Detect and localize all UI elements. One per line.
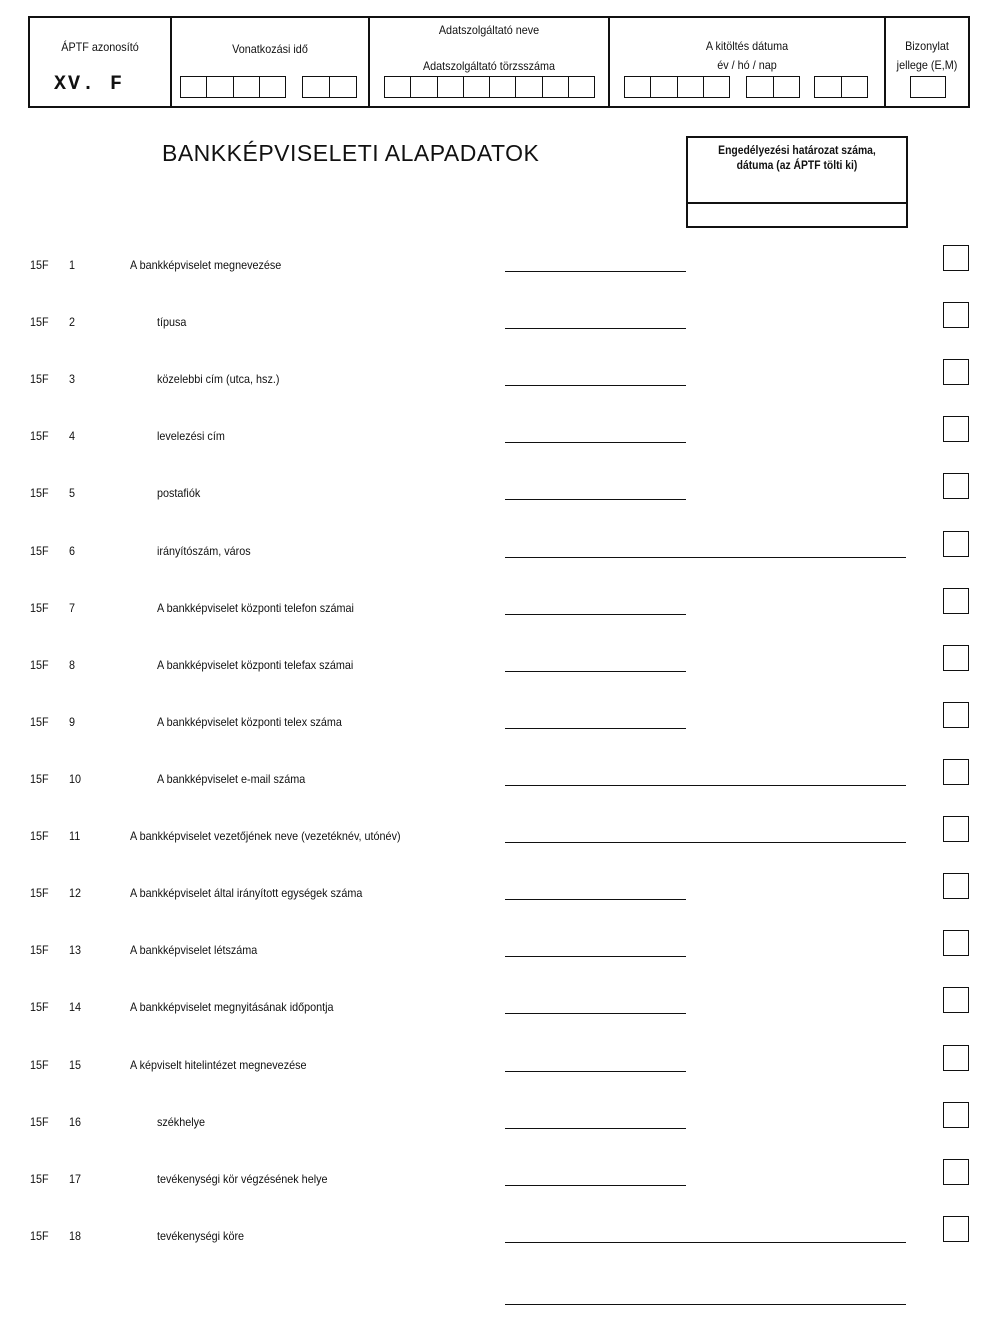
form-row	[0, 486, 996, 526]
row-code: 15F	[30, 258, 49, 272]
row-label: A bankképviselet vezetőjének neve (vezetéknév, utónév)	[130, 829, 401, 843]
form-row	[0, 429, 996, 469]
form-row	[0, 258, 996, 298]
row-label: levelezési cím	[157, 429, 225, 443]
row-code: 15F	[30, 829, 49, 843]
row-fill-line[interactable]	[505, 671, 686, 672]
row-code: 15F	[30, 372, 49, 386]
row-label: A bankképviselet központi telefax számai	[157, 658, 354, 672]
date-label: A kitöltés dátuma	[705, 39, 789, 53]
row-number: 17	[69, 1172, 82, 1186]
row-label: A bankképviselet megnyitásának időpontja	[130, 1000, 334, 1014]
row-number: 16	[69, 1115, 82, 1129]
row-number: 5	[69, 486, 76, 500]
row-code: 15F	[30, 1000, 49, 1014]
row-label: A bankképviselet központi telex száma	[157, 715, 342, 729]
row-fill-line[interactable]	[505, 785, 906, 786]
row-code: 15F	[30, 886, 49, 900]
row-fill-line[interactable]	[505, 1013, 686, 1014]
row-check-box[interactable]	[943, 873, 969, 899]
form-row	[0, 315, 996, 355]
row-check-box[interactable]	[943, 1216, 969, 1242]
row-fill-line[interactable]	[505, 728, 686, 729]
form-row	[0, 1172, 996, 1212]
row-number: 15	[69, 1058, 82, 1072]
provider-reg-boxes[interactable]	[384, 76, 595, 98]
form-row	[0, 943, 996, 983]
row-check-box[interactable]	[943, 531, 969, 557]
form-header	[28, 16, 970, 108]
row-number: 9	[69, 715, 76, 729]
row-number: 14	[69, 1000, 82, 1014]
row-label: A képviselt hitelintézet megnevezése	[130, 1058, 307, 1072]
row-code: 15F	[30, 943, 49, 957]
row-label: A bankképviselet által irányított egységek száma	[130, 886, 363, 900]
form-row	[0, 658, 996, 698]
row-check-box[interactable]	[943, 1045, 969, 1071]
row-fill-line[interactable]	[505, 1071, 686, 1072]
date-format-label: év / hó / nap	[717, 58, 777, 72]
form-row	[0, 601, 996, 641]
row-number: 8	[69, 658, 76, 672]
form-row	[0, 1000, 996, 1040]
row-check-box[interactable]	[943, 816, 969, 842]
doctype-cell	[886, 18, 968, 106]
page-title: BANKKÉPVISELETI ALAPADATOK	[162, 140, 540, 166]
row-check-box[interactable]	[943, 473, 969, 499]
row-code: 15F	[30, 315, 49, 329]
row-number: 6	[69, 544, 76, 558]
row-label: postafiók	[157, 486, 201, 500]
row-label: közelebbi cím (utca, hsz.)	[157, 372, 280, 386]
row-number: 13	[69, 943, 82, 957]
row-check-box[interactable]	[943, 245, 969, 271]
row-fill-line[interactable]	[505, 899, 686, 900]
row-code: 15F	[30, 486, 49, 500]
row-number: 12	[69, 886, 82, 900]
row-check-box[interactable]	[943, 930, 969, 956]
approval-box	[686, 136, 908, 228]
row-label: A bankképviselet e-mail száma	[157, 772, 306, 786]
provider-reg-label: Adatszolgáltató törzsszáma	[422, 59, 556, 73]
row-code: 15F	[30, 1058, 49, 1072]
approval-divider	[688, 202, 906, 204]
form-row	[0, 772, 996, 812]
row-number: 4	[69, 429, 76, 443]
row-code: 15F	[30, 658, 49, 672]
form-row	[0, 544, 996, 584]
row-label: tevékenységi kör végzésének helye	[157, 1172, 328, 1186]
row-check-box[interactable]	[943, 416, 969, 442]
row-fill-line[interactable]	[505, 385, 686, 386]
row-number: 10	[69, 772, 82, 786]
date-cell	[610, 18, 886, 106]
row-fill-line[interactable]	[505, 1185, 686, 1186]
date-month-boxes[interactable]	[746, 76, 800, 98]
form-row	[0, 1115, 996, 1155]
row-code: 15F	[30, 1229, 49, 1243]
row-code: 15F	[30, 715, 49, 729]
row-code: 15F	[30, 1115, 49, 1129]
period-label: Vonatkozási idő	[232, 42, 308, 56]
form-row	[0, 829, 996, 869]
row-fill-line[interactable]	[505, 1242, 906, 1243]
row-number: 3	[69, 372, 76, 386]
aptf-code: XV. F	[54, 73, 125, 96]
row-label: A bankképviselet megnevezése	[130, 258, 282, 272]
form-row	[0, 715, 996, 755]
provider-name-label: Adatszolgáltató neve	[438, 23, 540, 37]
form-row	[0, 1229, 996, 1269]
approval-line-1: Engedélyezési határozat száma,	[718, 145, 876, 157]
row-code: 15F	[30, 772, 49, 786]
row-label: irányítószám, város	[157, 544, 251, 558]
row-check-box[interactable]	[943, 359, 969, 385]
row-fill-line[interactable]	[505, 328, 686, 329]
row-check-box[interactable]	[943, 1159, 969, 1185]
row-fill-line[interactable]	[505, 956, 686, 957]
form-row	[0, 1058, 996, 1098]
row-label: tevékenységi köre	[157, 1229, 245, 1243]
row-check-box[interactable]	[943, 759, 969, 785]
row-label: A bankképviselet létszáma	[130, 943, 258, 957]
row-number: 7	[69, 601, 76, 615]
row-check-box[interactable]	[943, 645, 969, 671]
row-code: 15F	[30, 429, 49, 443]
row-check-box[interactable]	[943, 302, 969, 328]
row-fill-line[interactable]	[505, 842, 906, 843]
row-18-continuation-line[interactable]	[505, 1304, 906, 1305]
row-fill-line[interactable]	[505, 442, 686, 443]
period-month-boxes[interactable]	[302, 76, 357, 98]
row-label: székhelye	[157, 1115, 206, 1129]
date-day-boxes[interactable]	[814, 76, 868, 98]
row-label: típusa	[157, 315, 187, 329]
row-number: 11	[69, 829, 81, 843]
period-cell	[172, 18, 370, 106]
row-number: 18	[69, 1229, 82, 1243]
doctype-box[interactable]	[910, 76, 946, 98]
date-year-boxes[interactable]	[624, 76, 730, 98]
row-fill-line[interactable]	[505, 1128, 686, 1129]
row-code: 15F	[30, 601, 49, 615]
doctype-label: Bizonylat	[905, 39, 949, 53]
row-number: 1	[69, 258, 76, 272]
form-row	[0, 372, 996, 412]
row-code: 15F	[30, 544, 49, 558]
row-number: 2	[69, 315, 76, 329]
row-code: 15F	[30, 1172, 49, 1186]
aptf-cell	[30, 18, 172, 106]
row-fill-line[interactable]	[505, 557, 906, 558]
row-check-box[interactable]	[943, 588, 969, 614]
period-year-boxes[interactable]	[180, 76, 286, 98]
form-row	[0, 886, 996, 926]
doctype-label-2: jellege (E,M)	[896, 58, 958, 72]
row-fill-line[interactable]	[505, 271, 686, 272]
row-check-box[interactable]	[943, 987, 969, 1013]
approval-line-2: dátuma (az ÁPTF tölti ki)	[736, 160, 858, 172]
row-check-box[interactable]	[943, 1102, 969, 1128]
row-fill-line[interactable]	[505, 614, 686, 615]
row-fill-line[interactable]	[505, 499, 686, 500]
row-label: A bankképviselet központi telefon számai	[157, 601, 354, 615]
row-check-box[interactable]	[943, 702, 969, 728]
approval-text	[699, 144, 895, 174]
aptf-label: ÁPTF azonosító	[61, 40, 139, 54]
provider-cell	[370, 18, 610, 106]
